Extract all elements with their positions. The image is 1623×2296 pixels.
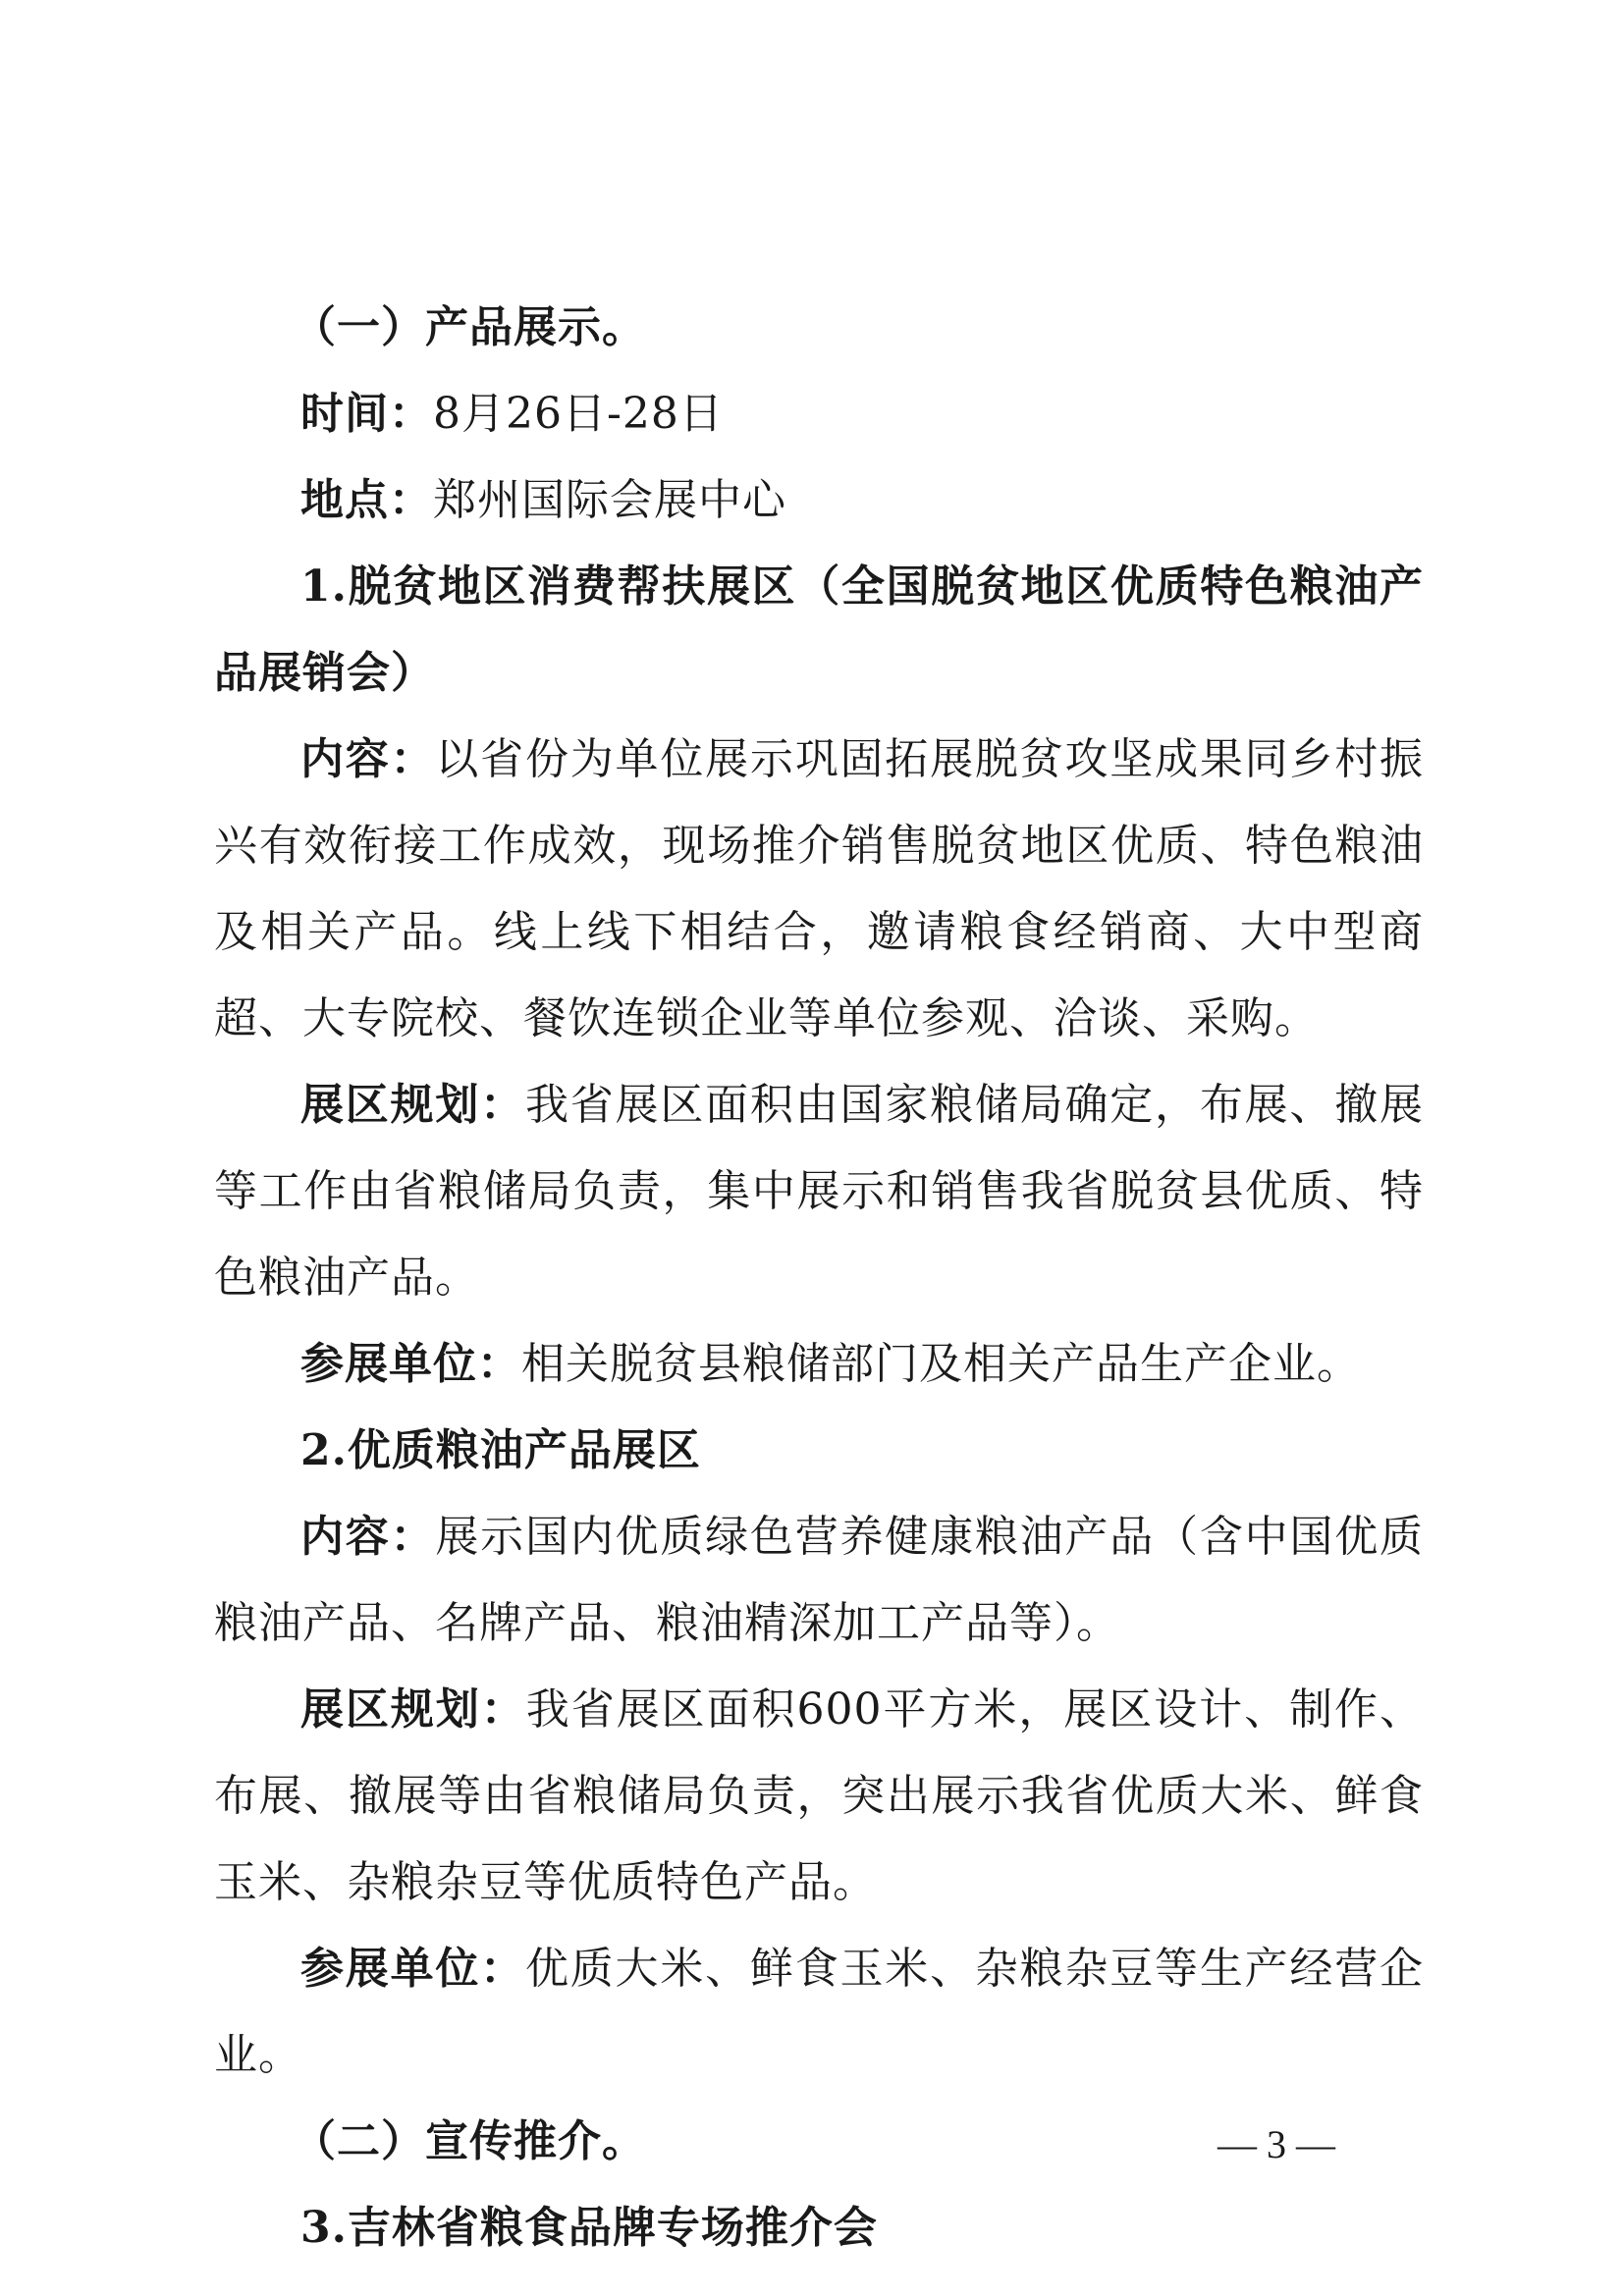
paragraph-content-2 [214, 1494, 1424, 1667]
paragraph-label: 3.吉林省粮食品牌专场推介会 [300, 2203, 878, 2253]
paragraph-label: 内容： [300, 1512, 436, 1562]
paragraph-text: 优质大米、鲜食玉米、杂粮杂豆等生产经营企业。 [214, 1944, 1425, 2080]
paragraph-location [214, 457, 1424, 544]
paragraph-text: 相关脱贫县粮储部门及相关产品生产企业。 [521, 1339, 1361, 1389]
subheading-quality-zone [214, 1408, 1424, 1494]
subheading-poverty-zone [214, 544, 1424, 717]
paragraph-label: 时间： [300, 389, 433, 439]
paragraph-text: 以省份为单位展示巩固拓展脱贫攻坚成果同乡村振兴有效衔接工作成效，现场推介销售脱贫地区优质、特色粮油及相关产品。线上线下相结合，邀请粮食经销商、大中型商超、大专院校、餐饮连锁企业等单位参观、洽谈、采购。 [214, 734, 1424, 1043]
paragraph-label: 1.脱贫地区消费帮扶展区（全国脱贫地区优质特色粮油产品展销会） [214, 561, 1424, 698]
paragraph-text: 8月26日-28日 [433, 389, 724, 439]
paragraph-label: 地点： [300, 475, 433, 525]
paragraph-label: 2.优质粮油产品展区 [300, 1425, 701, 1475]
document-body [214, 285, 1424, 2271]
paragraph-time [214, 371, 1424, 457]
paragraph-exhibitors-2 [214, 1926, 1424, 2099]
paragraph-label: （一）产品展示。 [293, 302, 646, 352]
paragraph-text: 我省展区面积600平方米，展区设计、制作、布展、撤展等由省粮储局负责，突出展示我省优质大米、鲜食玉米、杂粮杂豆等优质特色产品。 [214, 1684, 1425, 1907]
paragraph-label: 参展单位： [300, 1339, 521, 1389]
paragraph-label: 内容： [300, 734, 436, 784]
paragraph-content-1 [214, 717, 1424, 1062]
section-heading-product-display [214, 285, 1424, 371]
paragraph-planning-1 [214, 1062, 1424, 1321]
paragraph-exhibitors-1 [214, 1321, 1424, 1408]
paragraph-text: 我省展区面积由国家粮储局确定，布展、撤展等工作由省粮储局负责，集中展示和销售我省脱贫县优质、特色粮油产品。 [214, 1080, 1425, 1303]
paragraph-planning-2 [214, 1667, 1424, 1926]
paragraph-label: 展区规划： [300, 1684, 526, 1735]
subheading-jilin-promotion [214, 2185, 1424, 2271]
paragraph-label: 展区规划： [300, 1080, 525, 1130]
paragraph-text: 展示国内优质绿色营养健康粮油产品（含中国优质粮油产品、名牌产品、粮油精深加工产品等）。 [214, 1512, 1424, 1648]
paragraph-label: 参展单位： [300, 1944, 525, 1994]
paragraph-label: （二）宣传推介。 [293, 2116, 646, 2166]
page-number: — 3 — [1217, 2122, 1335, 2166]
paragraph-text: 郑州国际会展中心 [433, 475, 786, 525]
